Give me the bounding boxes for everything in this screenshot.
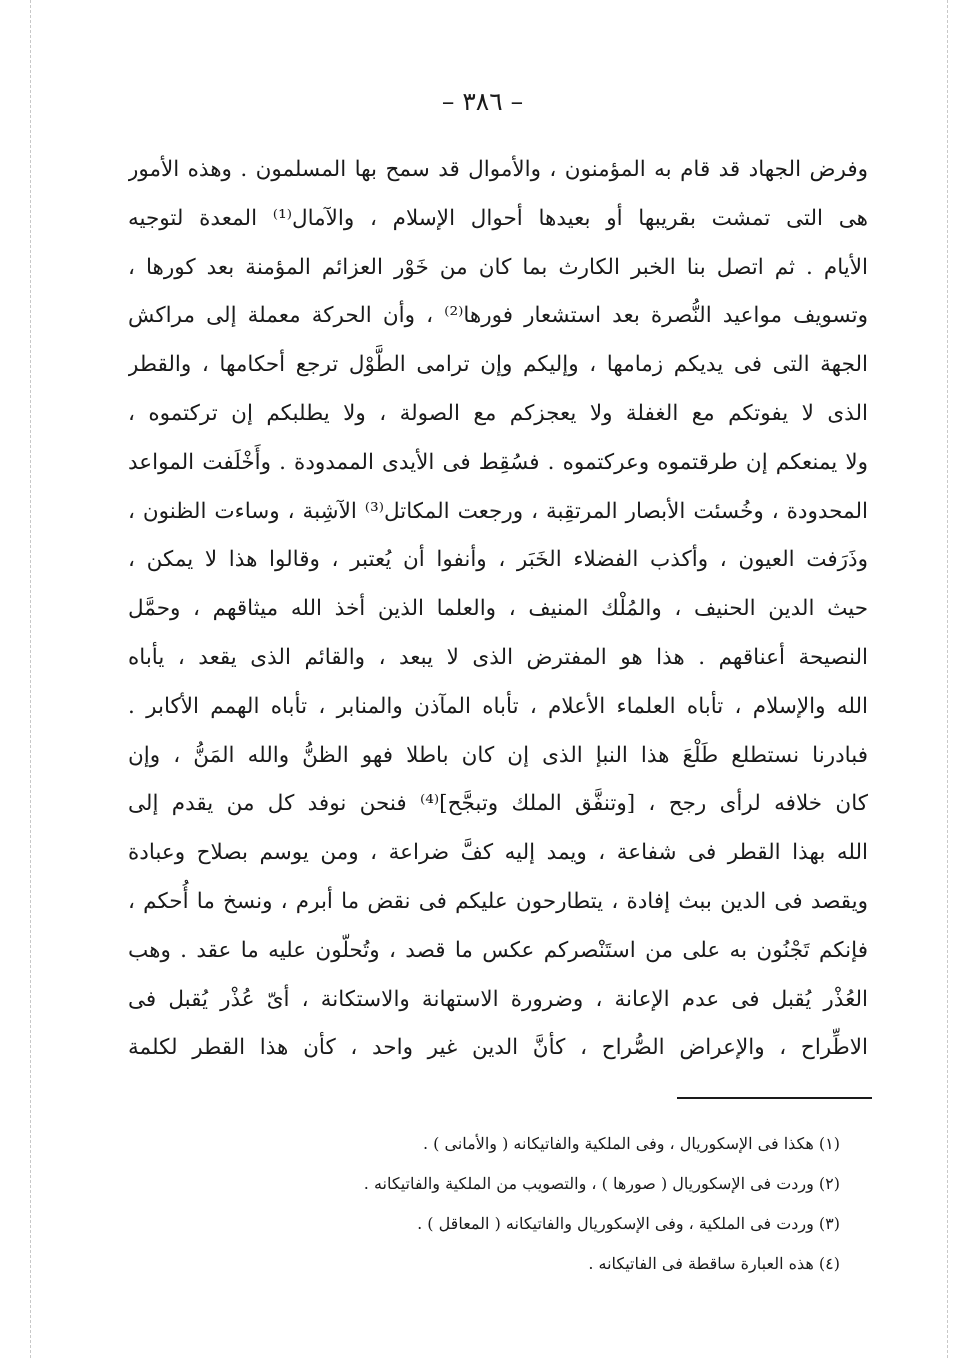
footnote-4: (٤) هذه العبارة ساقطة فى الفاتيكانه . (588, 1254, 840, 1273)
body-text (128, 146, 868, 1073)
scan-edge-left (30, 0, 31, 1358)
footnotes (200, 1124, 840, 1284)
footnote-3: (٣) وردت فى الملكية ، وفى الإسكوريال والفاتيكانه ( المعاقل ) . (417, 1214, 840, 1233)
body-line: وفرض الجهاد قد قام به المؤمنون ، والأموال قد سمح بها المسلمون . وهذه الأمور (128, 157, 868, 182)
body-line: العُذْر يُقبل فى عدم الإعانة ، وضرورة الاستهانة والاستكانة ، أىّ عُذْر يُقبل فى (128, 986, 868, 1012)
body-line: الله والإسلام ، تأباه العلماء الأعلام ، تأباه المآذن والمنابر ، تأباه الهمم الأكابر . (128, 693, 868, 719)
footnote-2: (٢) وردت فى الإسكوريال ( صورها ) ، والتصويب من الملكية والفاتيكانه . (363, 1174, 840, 1193)
body-line: النصيحة أعناقهم . هذا هو المفترض الذى لا يبعد ، والقائم الذى يقعد ، يأباه (128, 644, 868, 670)
body-line: وذَرَفت العيون ، وأكذب الفضلاء الخَبَر ، وأنفوا أن يُعتبر ، وقالوا هذا لا يمكن ، (128, 547, 868, 573)
body-line: الاطِّراح ، والإعراض الصُّراح ، كأنَّ الدين غير واحد ، كأن هذا القطر لكلمة (128, 1035, 868, 1061)
body-line: فبادرنا نستطلع طَلْعَ هذا النبإ الذى إن كان باطلا فهو الظنُّ والله المَنُّ ، وإن (128, 742, 868, 768)
body-line: ولا يمنعكم إن طرقتموه وعركتموه . فسُقِط فى الأيدى الممدودة . وأَخْلَفت المواعد (128, 449, 868, 475)
body-line: فإنكم تَجْنُون به على من استَنْصركم عكس ما قصد ، وتُحلّون عليه ما عقد . وهب (128, 937, 868, 963)
body-line: الله بهذا القطر فى شفاعة ، ويمد إليه كفَّ ضراعة ، ومن يوسم بصلاح وعبادة (128, 840, 868, 866)
body-line: كان خلافه لرأى رجح ، [وتنفَّق الملك وتبجَّح]⁽⁴⁾ فنحن نوفد كل من يقدم إلى (128, 791, 868, 817)
footnote-1: (١) هكذا فى الإسكوريال ، وفى الملكية والفاتيكانه ( والأمانى ) . (422, 1134, 840, 1153)
body-line: الذى لا يفوتكم مع الغفلة ولا يعجزكم مع الصولة ، ولا يطلبكم إن تركتموه ، (128, 400, 868, 426)
body-line: ويقصد فى الدين ببث إفادة ، يتطارحون عليكم فى نقض ما أبرم ، ونسخ ما أُحكم ، (128, 888, 868, 914)
footnote-separator (677, 1097, 872, 1099)
body-line: هى التى تمشت بقريبها أو بعيدها أحوال الإسلام ، والآمال⁽¹⁾ المعدة لتوجيه (128, 205, 868, 231)
body-line: المحدودة ، وخُسئت الأبصار المرتقِبة ، ورجعت المكاتل⁽³⁾ الآشِبة ، وساءت الظنون ، (128, 498, 868, 524)
body-line: الأيام . ثم اتصل بنا الخبر الكارث بما كان من خَوْر العزائم المؤمنة بعد كورها ، (128, 254, 868, 280)
scan-edge-right (947, 0, 948, 1358)
body-line: الجهة التى فى يديكم زمامها ، وإليكم وإن ترامى الطَّوْل ترجع أحكامها ، والقطر (128, 352, 868, 378)
body-line: وتسويف مواعيد النُّصرة بعد استشعار فورها⁽²⁾ ، وأن الحركة معملة إلى مراكش (128, 303, 868, 329)
page-number: – ٣٨٦ – (441, 87, 524, 116)
body-line: حيث الدين الحنيف ، والمُلْك المنيف ، والعلما الذين أخذ الله ميثاقهم ، وحمَّل (128, 596, 868, 622)
